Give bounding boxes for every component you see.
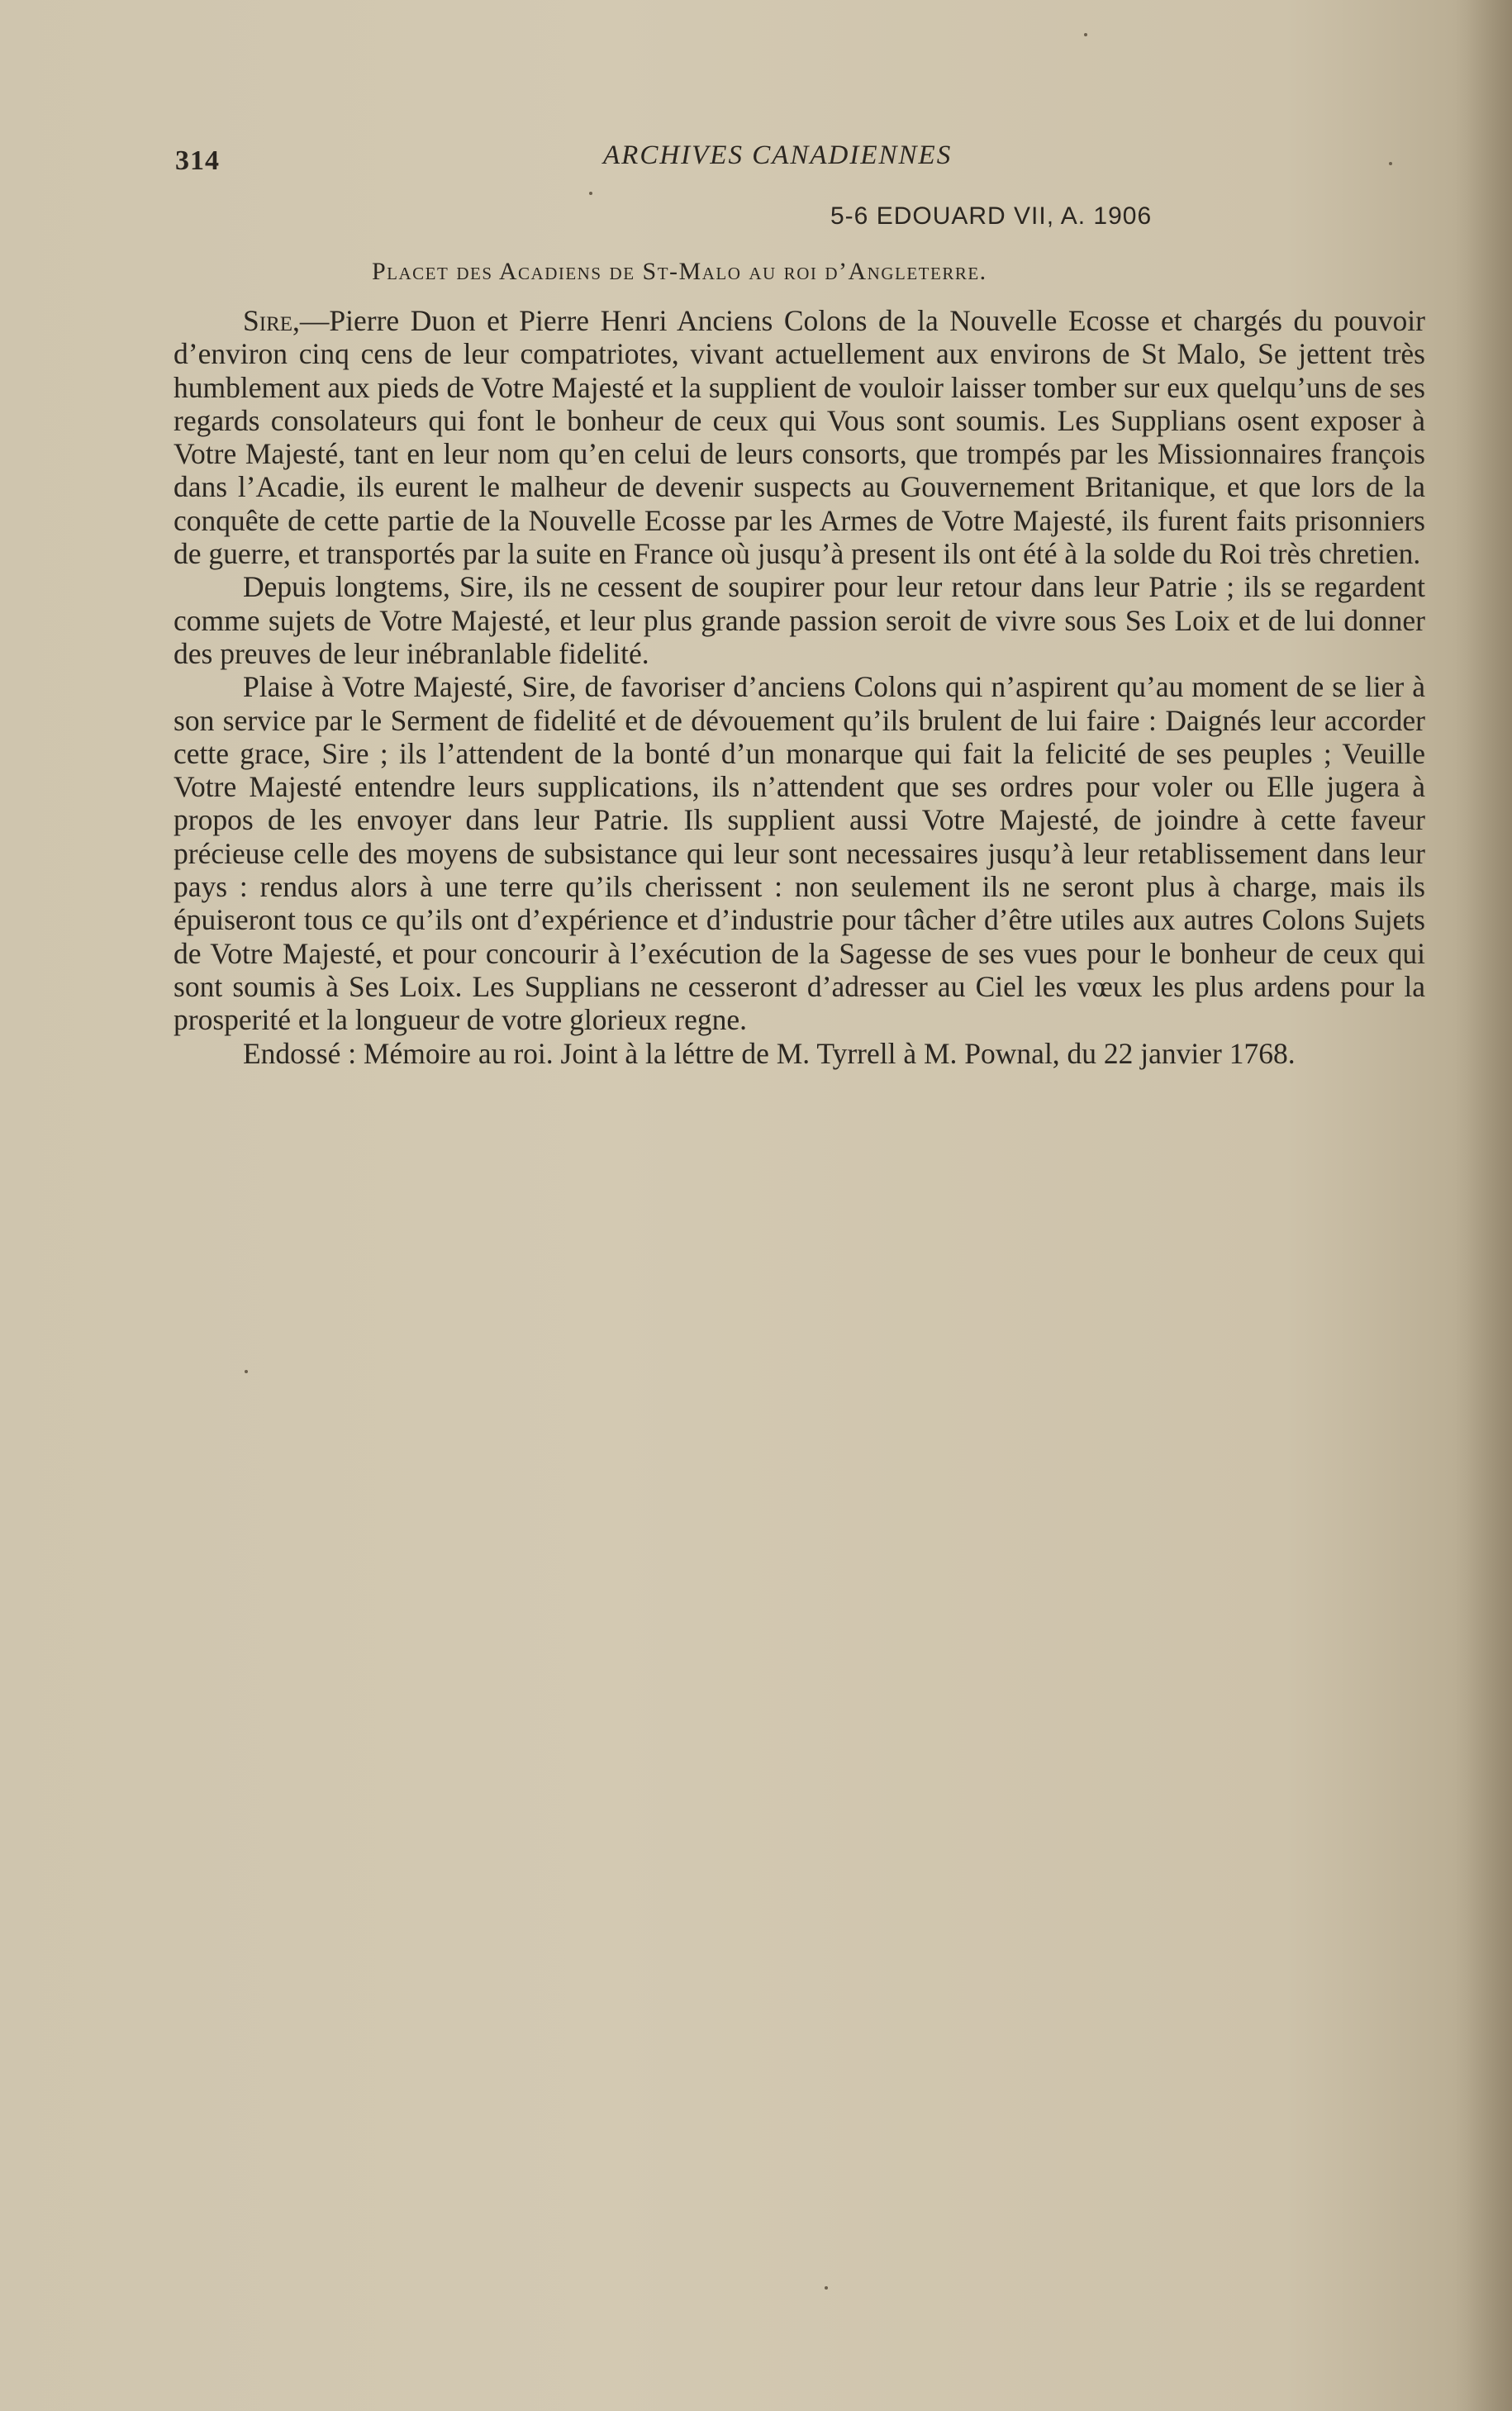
running-head: ARCHIVES CANADIENNES — [603, 140, 953, 170]
session-reference: 5-6 EDOUARD VII, A. 1906 — [830, 202, 1153, 230]
endorsement: Endossé : Mémoire au roi. Joint à la léttre de M. Tyrrell à M. Pownal, du 22 janvier 1768. — [243, 1036, 1296, 1070]
paragraph-2: Depuis longtems, Sire, ils ne cessent de soupirer pour leur retour dans leur Patrie ; ils se regardent comme sujets de Votre Majesté, et leur plus grande passion seroit de vivre sous Ses Loix et de lui donner des preuves de leur inébranlable fidelité. — [174, 570, 1425, 670]
paper-speck — [589, 192, 592, 195]
page-number: 314 — [175, 145, 220, 176]
paragraph-3: Plaise à Votre Majesté, Sire, de favoriser d’anciens Colons qui n’aspirent qu’au moment de se lier à son service par le Serment de fidelité et de dévouement qu’ils brulent de lui faire : Daignés leur accorder cette grace, Sire ; ils l’attendent de la bonté d’un monarque qui fait la felicité de ses peuples ; Veuille Votre Majesté entendre leurs supplications, ils n’attendent que ses ordres pour voler ou Elle jugera à propos de les envoyer dans leur Patrie. Ils supplient aussi Votre Majesté, de joindre à cette faveur précieuse celle des moyens de subsistance qui leur sont necessaires jusqu’à leur retablissement dans leur pays : rendus alors à une terre qu’ils cherissent : non seulement ils ne seront plus à charge, mais ils épuiseront tous ce qu’ils ont d’expérience et d’industrie pour tâcher d’être utiles aux autres Colons Sujets de Votre Majesté, et pour concourir à l’exécution de la Sagesse de ses vues pour le bonheur de ceux qui sont soumis à Ses Loix. Les Supplians ne cesseront d’adresser au Ciel les vœux les plus ardens pour la prosperité et la longueur de votre glorieux regne. — [174, 670, 1425, 1037]
document-title: Placet des Acadiens de St-Malo au roi d’Angleterre. — [372, 258, 987, 285]
salutation: Sire, — [243, 304, 300, 337]
paper-speck — [825, 2286, 828, 2290]
paper-speck — [245, 1370, 248, 1373]
paper-speck — [1084, 33, 1087, 36]
paragraph-1-text: —Pierre Duon et Pierre Henri Anciens Colons de la Nouvelle Ecosse et chargés du pouvoir d’environ cinq cens de leur compatriotes, vivant actuellement aux environs de St Malo, Se jettent très humblement aux pieds de Votre Majesté et la supplient de vouloir laisser tomber sur eux quelqu’uns de ses regards consolateurs qui font le bonheur de ceux qui Vous sont soumis. Les Supplians osent exposer à Votre Majesté, tant en leur nom qu’en celui de leurs consorts, que trompés par les Missionnaires françois dans l’Acadie, ils eurent le malheur de devenir suspects au Gouvernement Britanique, et que lors de la conquête de cette partie de la Nouvelle Ecosse par les Armes de Votre Majesté, ils furent faits prisonniers de guerre, et transportés par la suite en France où jusqu’à present ils ont été à la solde du Roi très chretien. — [174, 304, 1425, 571]
paragraph-1 — [174, 304, 1425, 570]
binding-shadow — [1454, 0, 1512, 2411]
paper-speck — [1389, 162, 1392, 165]
document-body — [174, 304, 1425, 1070]
